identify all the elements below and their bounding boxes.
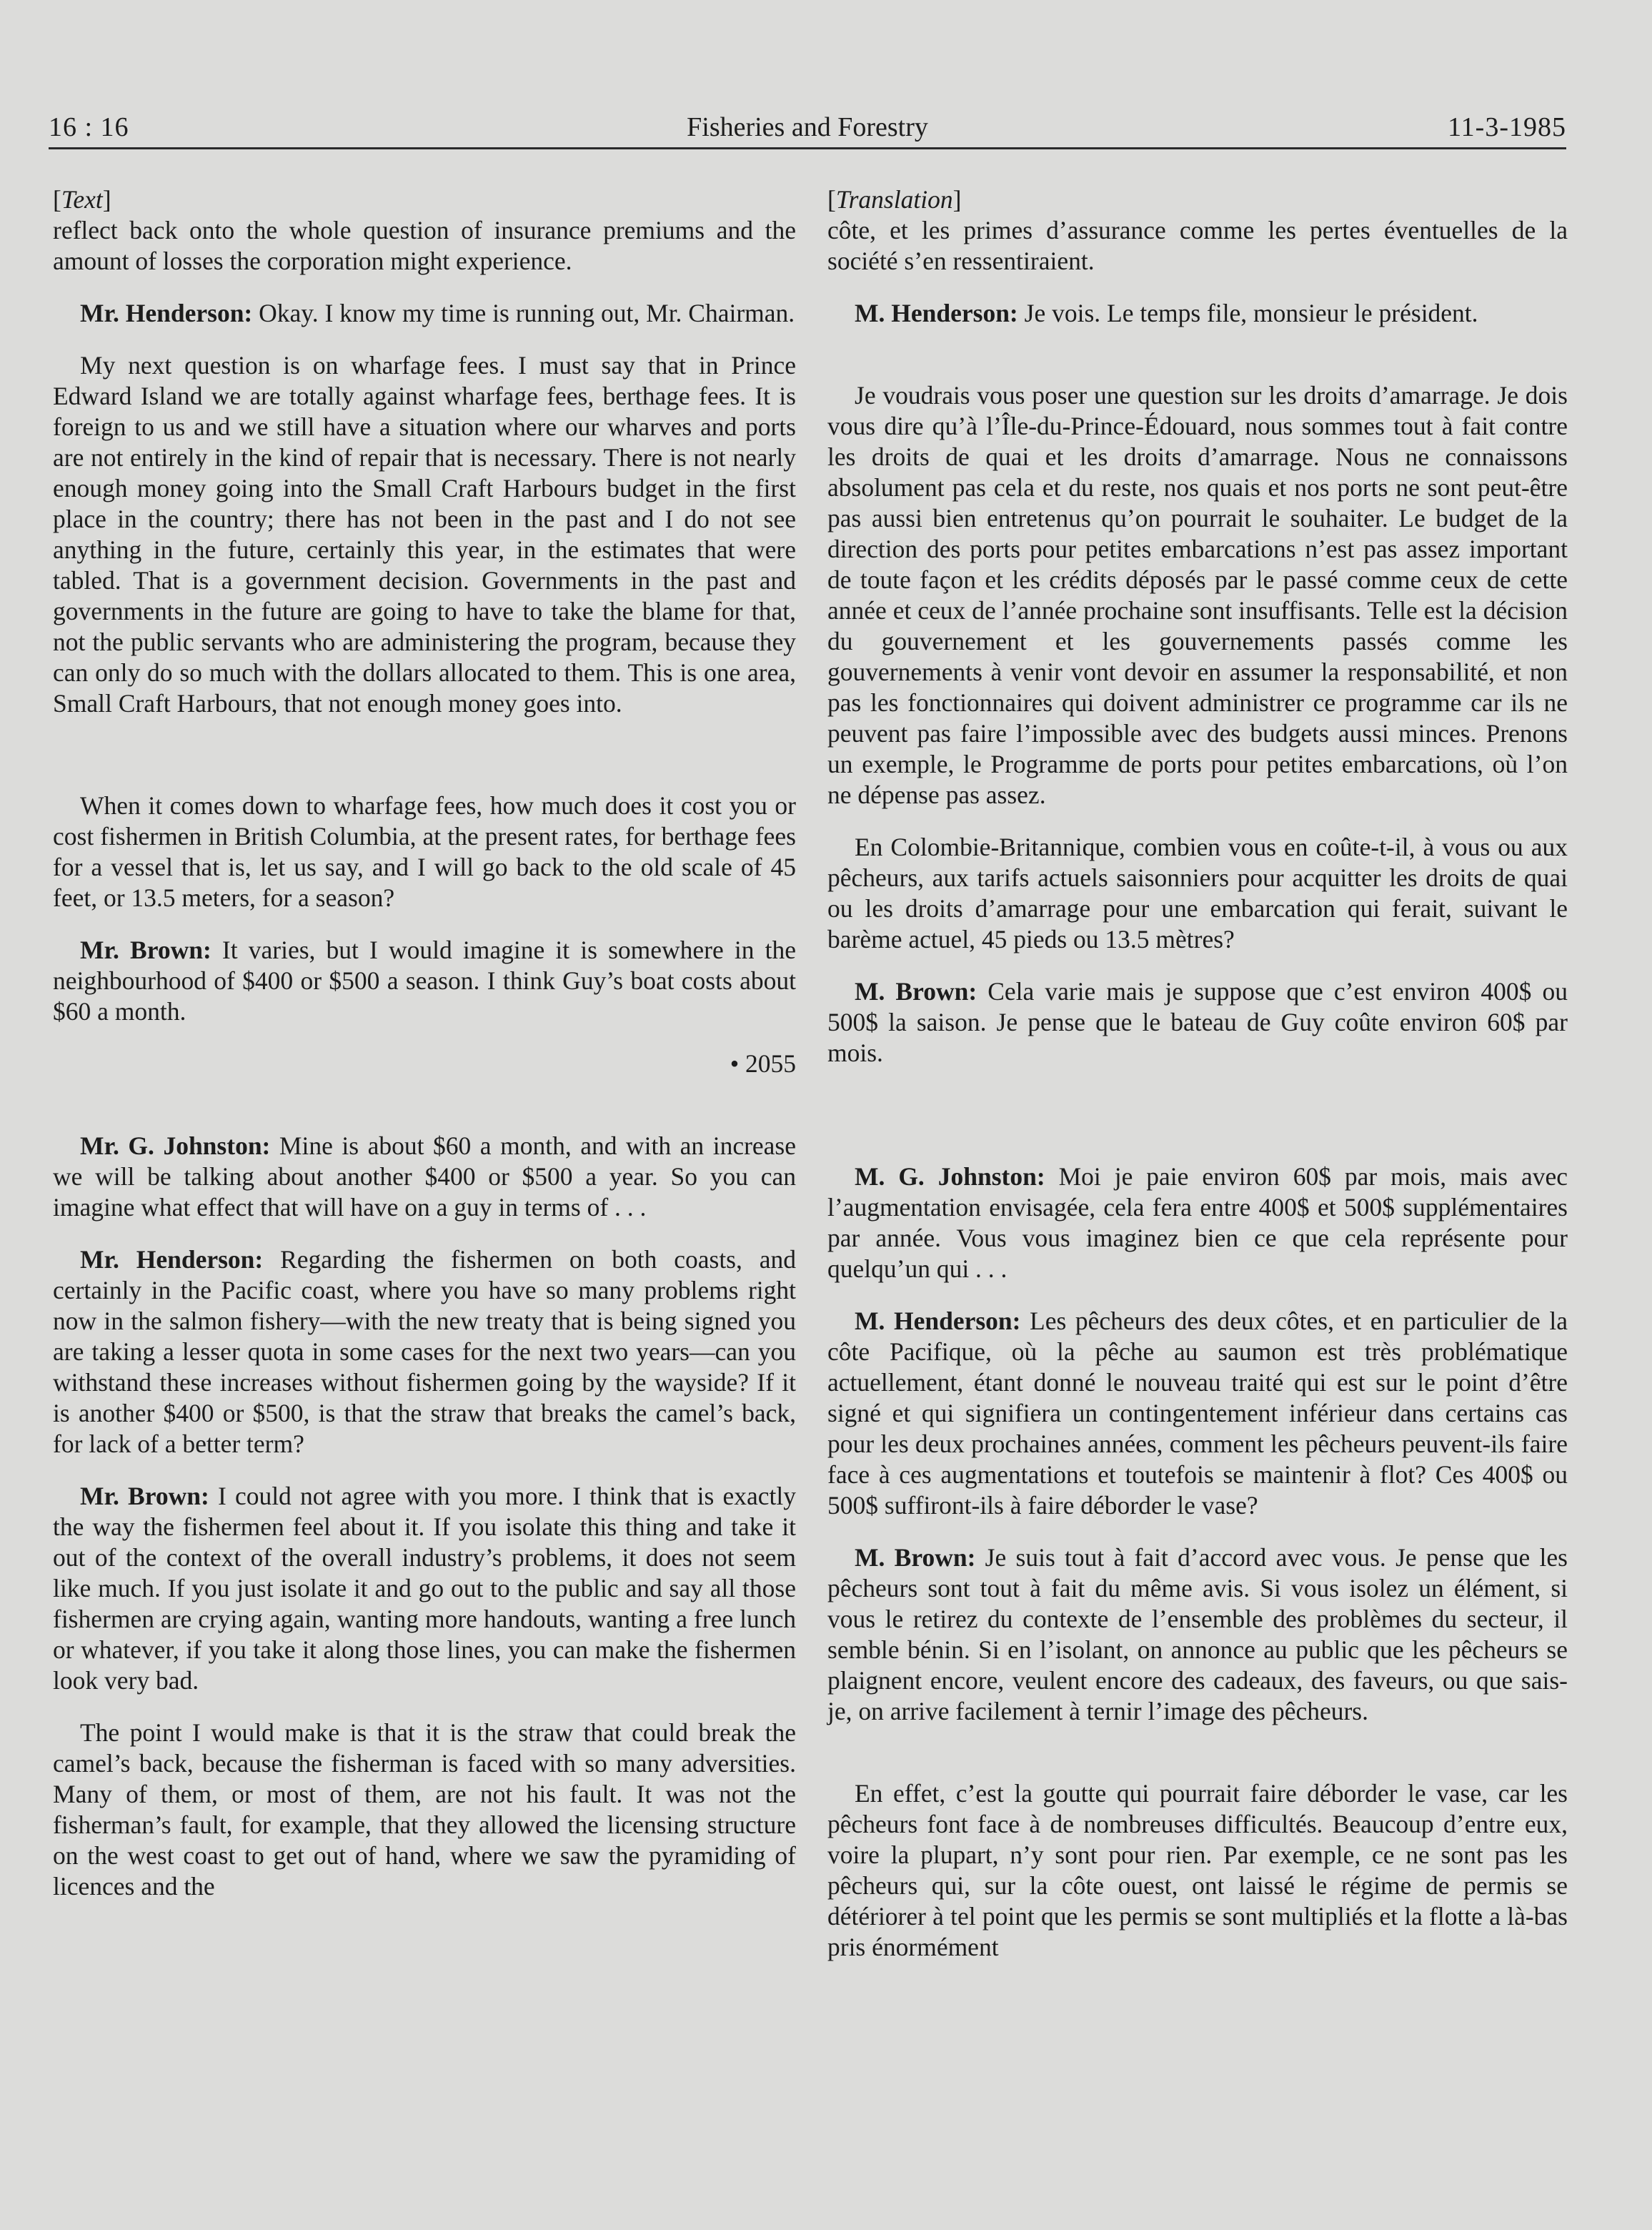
paragraph: côte, et les primes d’assurance comme les pertes éventuelles de la société s’en ressentiraient.: [827, 216, 1568, 275]
speaker-name: Mr. G. Johnston:: [80, 1131, 271, 1160]
speech-text: It varies, but I would imagine it is somewhere in the neighbourhood of $400 or $500 a season. I think Guy’s boat costs about $60 a month.: [53, 936, 797, 1026]
speech-text: Cela varie mais je suppose que c’est environ 400$ ou 500$ la saison. Je pense que le bateau de Guy coûte environ 60$ par mois.: [827, 977, 1568, 1067]
speaker-name: Mr. Brown:: [80, 936, 212, 964]
paragraph: Je voudrais vous poser une question sur les droits d’amarrage. Je dois vous dire qu’à l’Île-du-Prince-Édouard, nous sommes tout à fait contre les droits de quai et les droits d’amarrage. Nous ne connaissons absolument pas cela et du reste, nos quais et nos ports ne sont peut-être pas aussi bien entretenus qu’on pourrait le souhaiter. Le budget de la direction des ports pour petites embarcations n’est pas assez important de toute façon et les crédits déposés par le passé comme ceux de cette année et ceux de l’année prochaine sont insuffisants. Telle est la décision du gouvernement et les gouvernements passés comme les gouvernements à venir vont devoir en assumer la responsabilité, et non pas les fonctionnaires qui doivent administrer ce programme car ils ne peuvent pas faire l’impossible avec des budgets aussi minces. Prenons un exemple, le Programme de ports pour petites embarcations, où l’on ne dépense pas assez.: [827, 381, 1568, 809]
speaker-paragraph: [53, 1481, 796, 1696]
french-column: [827, 184, 1568, 1984]
paragraph: reflect back onto the whole question of insurance premiums and the amount of losses the corporation might experience.: [53, 216, 796, 275]
speaker-name: M. Henderson:: [855, 299, 1018, 327]
speaker-paragraph: [53, 298, 796, 329]
speaker-paragraph: [827, 1306, 1568, 1521]
speaker-paragraph: [53, 935, 796, 1027]
speaker-paragraph: [827, 1161, 1568, 1284]
speaker-name: Mr. Henderson:: [80, 299, 253, 327]
paragraph: En Colombie-Britannique, combien vous en coûte-t-il, à vous ou aux pêcheurs, aux tarifs actuels saisonniers pour acquitter les droits de quai ou les droits d’amarrage pour une embarcation qui ferait, suivant le barème actuel, 45 pieds ou 13.5 mètres?: [827, 833, 1568, 953]
speaker-name: M. G. Johnston:: [855, 1162, 1045, 1191]
speaker-paragraph: [827, 976, 1568, 1069]
speaker-name: M. Brown:: [855, 1543, 976, 1572]
speaker-name: Mr. Henderson:: [80, 1245, 264, 1274]
page-header: [49, 107, 1566, 149]
speaker-paragraph: [53, 1244, 796, 1460]
column-tag: [Translation]: [827, 185, 962, 214]
english-column: [53, 184, 796, 1923]
speaker-paragraph: [53, 1131, 796, 1223]
paragraph: My next question is on wharfage fees. I must say that in Prince Edward Island we are totally against wharfage fees, berthage fees. It is foreign to us and we still have a situation where our wharves and ports are not entirely in the kind of repair that is necessary. There is not nearly enough money going into the Small Craft Harbours budget in the first place in the country; there has not been in the past and I do not see anything in the future, certainly this year, in the estimates that were tabled. That is a government decision. Governments in the past and governments in the future are going to have to take the blame for that, not the public servants who are administering the program, because they can only do so much with the dollars allocated to them. This is one area, Small Craft Harbours, that not enough money goes into.: [53, 351, 796, 718]
speech-text: Je suis tout à fait d’accord avec vous. Je pense que les pêcheurs sont tout à fait du même avis. Si vous isolez un élément, si vous le retirez du contexte de l’ensemble des problèmes du secteur, il semble bénin. Si en l’isolant, on annonce au public que les pêcheurs se plaignent encore, veulent encore des cadeaux, des faveurs, ou que sais-je, on arrive facilement à ternir l’image des pêcheurs.: [827, 1543, 1568, 1725]
speech-text: Je vois. Le temps file, monsieur le président.: [1017, 299, 1478, 327]
speech-text: I could not agree with you more. I think that is exactly the way the fishermen feel about it. If you isolate this thing and take it out of the context of the overall industry’s problems, it does not seem like much. If you just isolate it and go out to the public and say all those fishermen are crying again, wanting more handouts, wanting a free lunch or whatever, if you take it along those lines, you can make the fishermen look very bad.: [53, 1482, 797, 1695]
page-number: 16 : 16: [49, 112, 129, 142]
paragraph: When it comes down to wharfage fees, how much does it cost you or cost fishermen in British Columbia, at the present rates, for berthage fees for a vessel that is, let us say, and I will go back to the old scale of 45 feet, or 13.5 meters, for a season?: [53, 791, 796, 912]
speaker-name: Mr. Brown:: [80, 1482, 209, 1510]
speaker-name: M. Brown:: [855, 977, 977, 1006]
publication-title: Fisheries and Forestry: [687, 112, 928, 142]
paragraph: En effet, c’est la goutte qui pourrait faire déborder le vase, car les pêcheurs font face à de nombreuses difficultés. Beaucoup d’entre eux, voire la plupart, n’y sont pour rien. Par exemple, ce ne sont pas les pêcheurs qui, sur la côte ouest, ont laissé le régime de permis se détériorer à tel point que les permis se sont multipliés et la flotte a là-bas pris énormément: [827, 1779, 1568, 1961]
speech-text: Okay. I know my time is running out, Mr. Chairman.: [252, 299, 795, 327]
speech-text: Les pêcheurs des deux côtes, et en particulier de la côte Pacifique, où la pêche au saumon est très problématique actuellement, étant donné le nouveau traité qui est sur le point d’être signé et qui signifiera un contingentement inférieur dans certains cas pour les deux prochaines années, comment les pêcheurs peuvent-ils faire face à ces augmentations et toutefois se maintenir à flot? Ces 400$ ou 500$ suffiront-ils à faire déborder le vase?: [827, 1307, 1568, 1520]
page-date: 11-3-1985: [1448, 112, 1566, 142]
time-marker: • 2055: [730, 1049, 796, 1078]
paragraph: The point I would make is that it is the straw that could break the camel’s back, because the fisherman is faced with so many adversities. Many of them, or most of them, are not his fault. It was not the fisherman’s fault, for example, that they allowed the licensing structure on the west coast to get out of hand, where we saw the pyramiding of licences and the: [53, 1718, 796, 1901]
speaker-paragraph: [827, 1542, 1568, 1727]
speech-text: Regarding the fishermen on both coasts, and certainly in the Pacific coast, where you have so many problems right now in the salmon fishery—with the new treaty that is being signed you are taking a lesser quota in some cases for the next two years—can you withstand these increases without fishermen going by the wayside? If it is another $400 or $500, is that the straw that breaks the camel’s back, for lack of a better term?: [53, 1245, 796, 1458]
speech-text: Moi je paie environ 60$ par mois, mais avec l’augmentation envisagée, cela fera entre 400$ et 500$ supplémentaires par année. Vous vous imaginez bien ce que cela représente pour quelqu’un qui . . .: [827, 1162, 1568, 1283]
speaker-name: M. Henderson:: [855, 1307, 1021, 1335]
column-tag: [Text]: [53, 185, 111, 214]
speech-text: Mine is about $60 a month, and with an increase we will be talking about another $400 or $500 a year. So you can imagine what effect that will have on a guy in terms of . . .: [53, 1131, 796, 1221]
speaker-paragraph: [827, 298, 1568, 329]
